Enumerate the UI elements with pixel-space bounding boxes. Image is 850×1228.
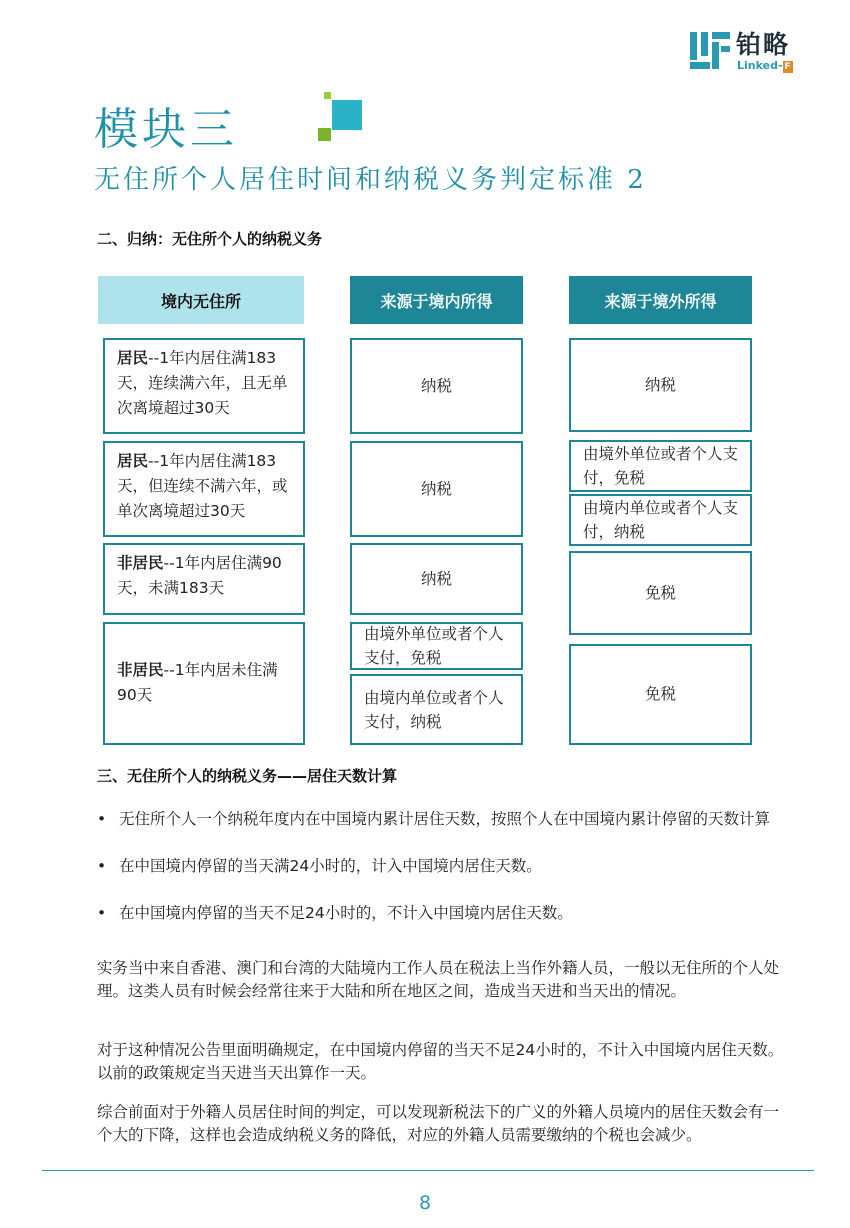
deco-square-small: [324, 92, 331, 99]
domestic-cell-4: 由境外单位或者个人支付，免税: [350, 622, 523, 670]
footer-divider: [42, 1170, 814, 1171]
table-header-domestic: 来源于境内所得: [350, 276, 523, 324]
brand-logo: [690, 30, 810, 74]
paragraph-3: 综合前面对于外籍人员居住时间的判定，可以发现新税法下的广义的外籍人员境内的居住天数会有一个大的下降，这样也会造成纳税义务的降低，对应的外籍人员需要缴纳的个税也会减少。: [97, 1103, 780, 1144]
table-header-status: 境内无住所: [98, 276, 304, 324]
section-heading-2: 二、归纳：无住所个人的纳税义务: [97, 230, 323, 248]
logo-text-cn: 铂略: [736, 30, 791, 59]
page-title: 模块三: [94, 104, 238, 155]
status-cell-4: 非居民--1年内居未住满90天: [103, 622, 305, 745]
table-header-foreign: 来源于境外所得: [569, 276, 752, 324]
page-number: 8: [418, 1192, 432, 1214]
domestic-cell-1: 纳税: [350, 338, 523, 434]
status-cell-2: 居民--1年内居住满183天，但连续不满六年，或单次离境超过30天: [103, 441, 305, 537]
domestic-cell-2: 纳税: [350, 441, 523, 537]
domestic-cell-3: 纳税: [350, 543, 523, 615]
paragraph-2: 对于这种情况公告里面明确规定，在中国境内停留的当天不足24小时的，不计入中国境内居住天数。以前的政策规定当天进当天出算作一天。: [97, 1041, 784, 1082]
page-subtitle: 无住所个人居住时间和纳税义务判定标准 2: [94, 165, 647, 195]
list-item: • 无住所个人一个纳税年度内在中国境内累计居住天数，按照个人在中国境内累计停留的天数计算: [97, 808, 787, 831]
deco-square-green: [318, 128, 331, 141]
status-cell-3: 非居民--1年内居住满90天，未满183天: [103, 543, 305, 615]
foreign-cell-2: 由境外单位或者个人支付，免税: [569, 440, 752, 492]
deco-square-large: [332, 100, 362, 130]
list-item: • 在中国境内停留的当天满24小时的，计入中国境内居住天数。: [97, 855, 787, 878]
bullet-list: [97, 808, 787, 925]
foreign-cell-5: 免税: [569, 644, 752, 745]
status-cell-1: 居民--1年内居住满183天，连续满六年，且无单次离境超过30天: [103, 338, 305, 434]
foreign-cell-4: 免税: [569, 551, 752, 635]
paragraph-1: 实务当中来自香港、澳门和台湾的大陆境内工作人员在税法上当作外籍人员，一般以无住所的个人处理。这类人员有时候会经常往来于大陆和所在地区之间，造成当天进和当天出的情况。: [97, 959, 780, 1000]
section-heading-3: 三、无住所个人的纳税义务——居住天数计算: [97, 767, 398, 785]
foreign-cell-3: 由境内单位或者个人支付，纳税: [569, 494, 752, 546]
logo-text-en: Linked- F: [737, 59, 791, 72]
foreign-cell-1: 纳税: [569, 338, 752, 432]
domestic-cell-5: 由境内单位或者个人支付，纳税: [350, 674, 523, 745]
list-item: • 在中国境内停留的当天不足24小时的，不计入中国境内居住天数。: [97, 902, 787, 925]
logo-mark-icon: [690, 32, 730, 70]
